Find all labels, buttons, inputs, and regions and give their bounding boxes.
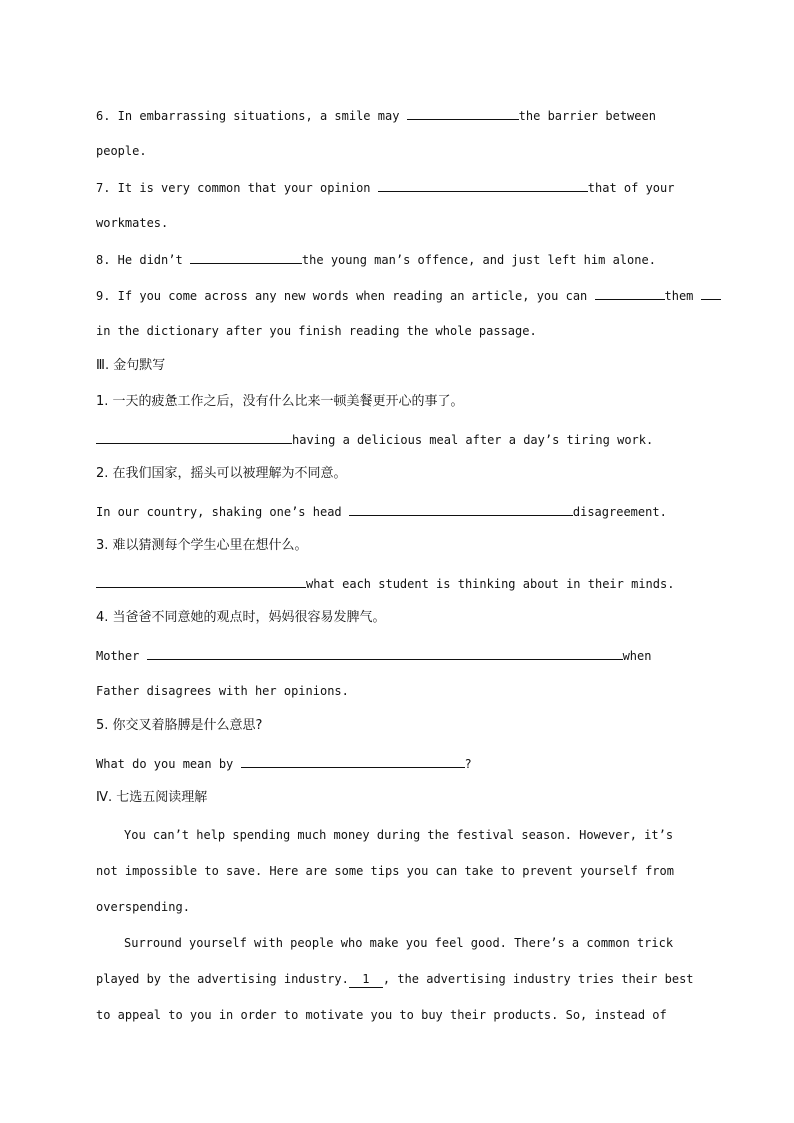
passage-paragraph-2-line-2 bbox=[96, 971, 694, 988]
sentence-3-text: what each student is thinking about in their minds. bbox=[306, 577, 675, 591]
question-7-line-1 bbox=[96, 179, 674, 196]
question-9-text-middle: them bbox=[664, 289, 701, 303]
question-9-blank-2[interactable] bbox=[701, 287, 721, 300]
question-6-blank[interactable] bbox=[407, 107, 519, 120]
blank-1[interactable]: 1 bbox=[349, 971, 383, 988]
sentence-4-english-line-2: Father disagrees with her opinions. bbox=[96, 684, 349, 698]
question-8-blank[interactable] bbox=[190, 251, 302, 264]
passage-paragraph-1-line-1: You can’t help spending much money during the festival season. However, it’s bbox=[124, 828, 674, 842]
sentence-1-blank[interactable] bbox=[96, 431, 292, 444]
sentence-4-chinese: 4. 当爸爸不同意她的观点时，妈妈很容易发脾气。 bbox=[96, 610, 386, 625]
question-7-line-2: workmates. bbox=[96, 216, 169, 230]
passage-paragraph-1-line-3: overspending. bbox=[96, 900, 190, 914]
sentence-3-english bbox=[96, 575, 674, 592]
question-9-line-2: in the dictionary after you finish reading the whole passage. bbox=[96, 324, 537, 338]
sentence-1-text: having a delicious meal after a day’s tiring work. bbox=[292, 433, 654, 447]
question-6-line-1 bbox=[96, 107, 656, 124]
passage-text-before-blank-1: played by the advertising industry. bbox=[96, 972, 349, 986]
question-7-text-start: 7. It is very common that your opinion bbox=[96, 181, 378, 195]
question-7-text-end: that of your bbox=[587, 181, 675, 195]
section-3-heading: Ⅲ. 金句默写 bbox=[96, 358, 166, 373]
passage-paragraph-2-line-1: Surround yourself with people who make you feel good. There’s a common trick bbox=[124, 936, 674, 950]
question-8-line bbox=[96, 251, 656, 268]
sentence-4-text-end: when bbox=[622, 649, 652, 663]
question-9-text-start: 9. If you come across any new words when reading an article, you can bbox=[96, 289, 595, 303]
sentence-2-text-end: disagreement. bbox=[572, 505, 667, 519]
sentence-1-chinese: 1. 一天的疲惫工作之后，没有什么比来一顿美餐更开心的事了。 bbox=[96, 394, 464, 409]
sentence-2-chinese: 2. 在我们国家，摇头可以被理解为不同意。 bbox=[96, 466, 347, 481]
question-7-blank[interactable] bbox=[378, 179, 588, 192]
question-8-text-end: the young man’s offence, and just left him alone. bbox=[301, 253, 656, 267]
sentence-4-english-line-1 bbox=[96, 647, 651, 664]
sentence-4-text-start: Mother bbox=[96, 649, 147, 663]
section-4-heading: Ⅳ. 七选五阅读理解 bbox=[96, 790, 208, 805]
question-6-text-start: 6. In embarrassing situations, a smile may bbox=[96, 109, 407, 123]
passage-paragraph-2-line-3: to appeal to you in order to motivate you to buy their products. So, instead of bbox=[96, 1008, 667, 1022]
sentence-5-english bbox=[96, 755, 472, 772]
sentence-3-chinese: 3. 难以猜测每个学生心里在想什么。 bbox=[96, 538, 308, 553]
sentence-2-blank[interactable] bbox=[349, 503, 573, 516]
sentence-5-chinese: 5. 你交叉着胳膊是什么意思? bbox=[96, 718, 263, 733]
sentence-5-text-end: ? bbox=[464, 757, 472, 771]
sentence-3-blank[interactable] bbox=[96, 575, 306, 588]
sentence-2-text-start: In our country, shaking one’s head bbox=[96, 505, 349, 519]
passage-paragraph-1-line-2: not impossible to save. Here are some tips you can take to prevent yourself from bbox=[96, 864, 674, 878]
question-8-text-start: 8. He didn’t bbox=[96, 253, 190, 267]
sentence-4-blank[interactable] bbox=[147, 647, 623, 660]
passage-text-after-blank-1: , the advertising industry tries their best bbox=[382, 972, 694, 986]
sentence-5-blank[interactable] bbox=[241, 755, 465, 768]
sentence-1-english bbox=[96, 431, 653, 448]
sentence-2-english bbox=[96, 503, 667, 520]
question-6-text-end: the barrier between bbox=[518, 109, 656, 123]
question-9-blank-1[interactable] bbox=[595, 287, 665, 300]
question-6-line-2: people. bbox=[96, 144, 147, 158]
sentence-5-text-start: What do you mean by bbox=[96, 757, 241, 771]
question-9-line-1 bbox=[96, 287, 721, 304]
